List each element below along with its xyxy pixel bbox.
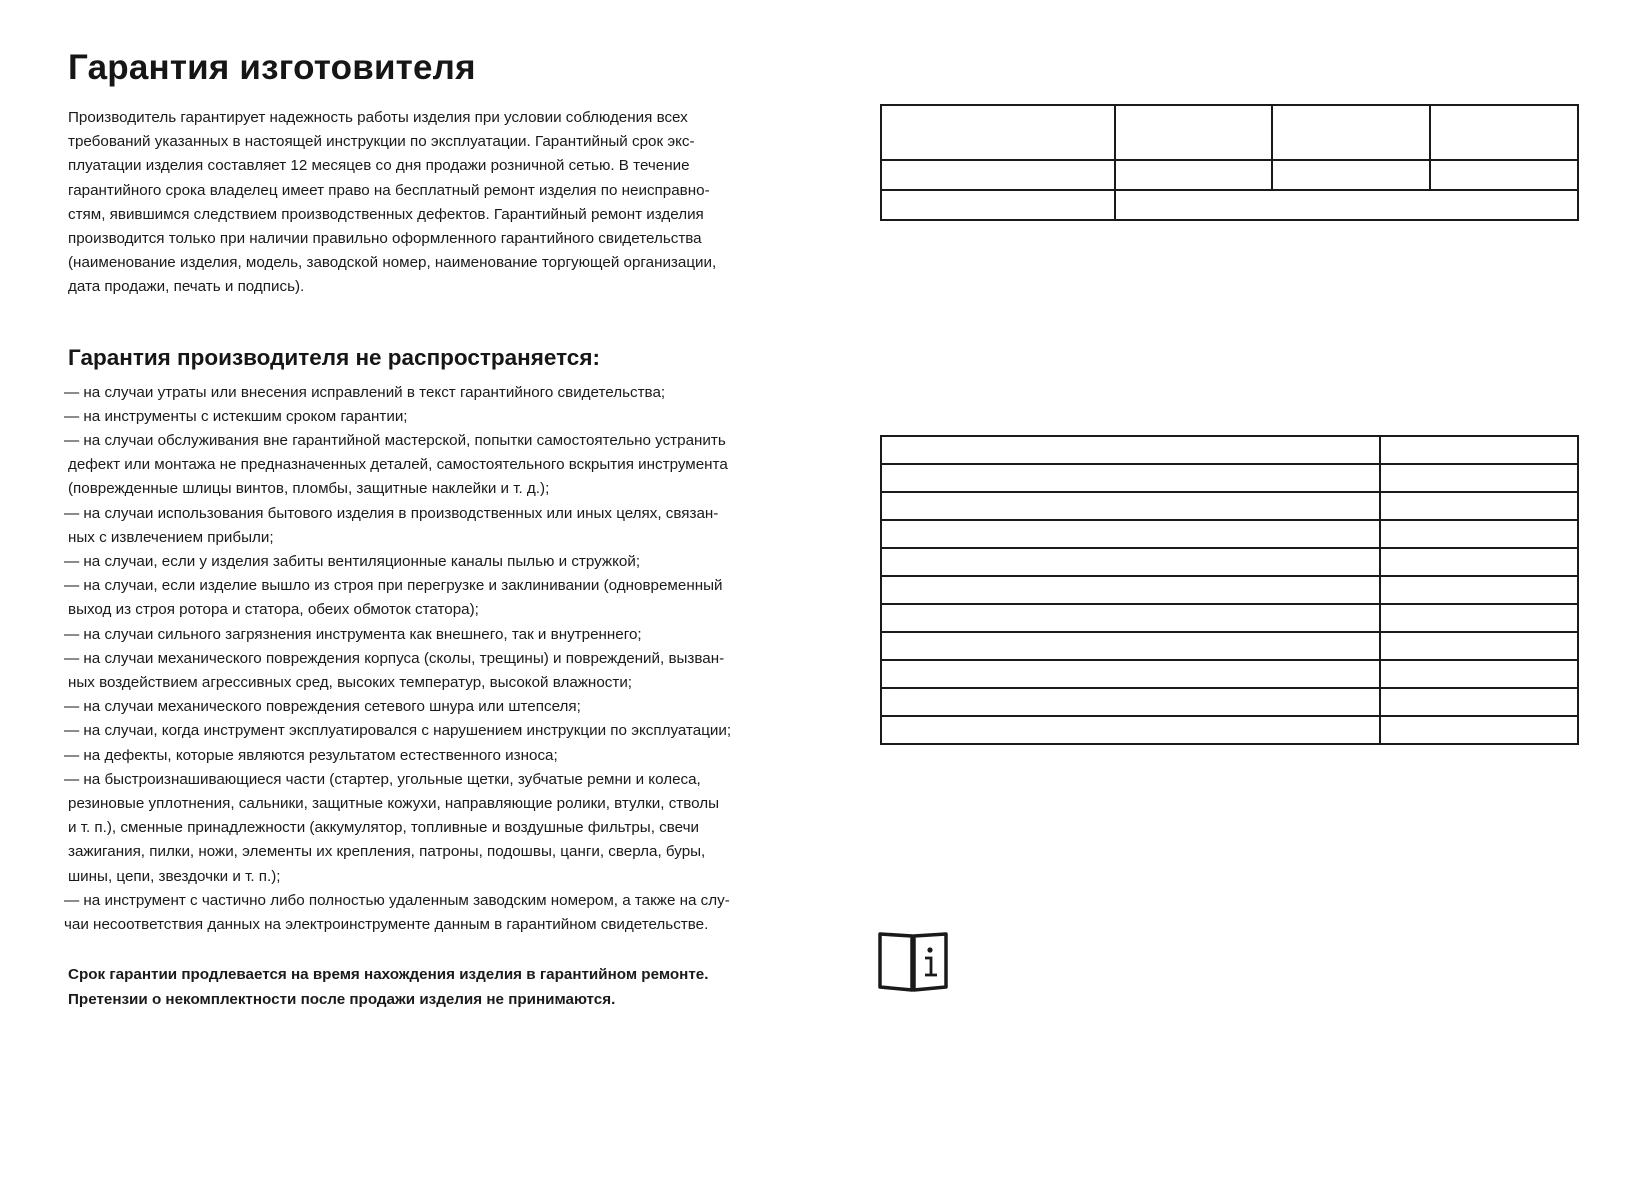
table-cell <box>1380 716 1578 744</box>
table-row <box>881 548 1578 576</box>
table-cell <box>881 548 1380 576</box>
table-cell <box>1380 660 1578 688</box>
exclusion-line: — на случаи механического повреждения корпуса (сколы, трещины) и повреждений, вызван- <box>64 649 725 667</box>
intro-paragraph <box>68 106 768 300</box>
table-cell <box>1380 632 1578 660</box>
table-cell <box>1272 105 1430 160</box>
table-cell <box>881 632 1380 660</box>
product-info-table <box>880 104 1579 221</box>
table-cell <box>1430 160 1578 190</box>
table-row <box>881 632 1578 660</box>
table-row <box>881 660 1578 688</box>
exclusion-line: — на случаи, если у изделия забиты вентиляционные каналы пылью и стружкой; <box>64 553 641 571</box>
exclusion-line: — на случаи утраты или внесения исправлений в текст гарантийного свидетельства; <box>64 383 666 401</box>
page-title: Гарантия изготовителя <box>68 48 476 87</box>
exclusion-line: выход из строя ротора и статора, обеих обмоток статора); <box>68 601 479 619</box>
table-cell <box>1115 105 1272 160</box>
exclusion-line: — на инструмент с частично либо полностью удаленным заводским номером, а также на слу- <box>64 891 730 909</box>
exclusion-line: и т. п.), сменные принадлежности (аккумулятор, топливные и воздушные фильтры, свечи <box>68 819 699 837</box>
note-line: Срок гарантии продлевается на время нахождения изделия в гарантийном ремонте. <box>68 966 709 984</box>
table-cell <box>881 604 1380 632</box>
table-cell <box>1430 105 1578 160</box>
table-cell <box>881 576 1380 604</box>
table-cell <box>881 436 1380 464</box>
table-cell <box>1380 436 1578 464</box>
exclusion-line: — на инструменты с истекшим сроком гарантии; <box>64 407 408 425</box>
open-book-info-icon <box>878 931 948 993</box>
note-line: Претензии о некомплектности после продажи изделия не принимаются. <box>68 990 616 1008</box>
table-cell <box>881 520 1380 548</box>
table-row <box>881 604 1578 632</box>
exclusion-line: — на случаи использования бытового изделия в производственных или иных целях, связан- <box>64 504 719 522</box>
table-cell <box>1380 576 1578 604</box>
exclusion-line: дефект или монтажа не предназначенных деталей, самостоятельного вскрытия инструмента <box>68 456 728 474</box>
table-cell <box>1380 520 1578 548</box>
table-row <box>881 688 1578 716</box>
service-record-table <box>880 435 1579 745</box>
exclusion-line: ных воздействием агрессивных сред, высоких температур, высокой влажности; <box>68 674 633 692</box>
table-row <box>881 576 1578 604</box>
exclusion-line: резиновые уплотнения, сальники, защитные кожухи, направляющие ролики, втулки, стволы <box>68 795 720 813</box>
intro-line: дата продажи, печать и подпись). <box>68 278 305 296</box>
table-cell <box>1380 548 1578 576</box>
table-cell <box>881 660 1380 688</box>
table-cell <box>1380 464 1578 492</box>
table-cell <box>1115 160 1272 190</box>
table-cell <box>1115 190 1578 220</box>
intro-line: плуатации изделия составляет 12 месяцев со дня продажи розничной сетью. В течение <box>68 157 690 175</box>
exclusion-line: (поврежденные шлицы винтов, пломбы, защитные наклейки и т. д.); <box>68 480 550 498</box>
table-cell <box>1272 160 1430 190</box>
table-cell <box>881 716 1380 744</box>
intro-line: требований указанных в настоящей инструкции по эксплуатации. Гарантийный срок экс- <box>68 133 695 151</box>
exclusion-line: — на дефекты, которые являются результатом естественного износа; <box>64 746 558 764</box>
table-row <box>881 436 1578 464</box>
intro-line: стям, явившимся следствием производственных дефектов. Гарантийный ремонт изделия <box>68 205 704 223</box>
table-row <box>881 105 1578 160</box>
table-cell <box>1380 688 1578 716</box>
intro-line: (наименование изделия, модель, заводской номер, наименование торгующей организации, <box>68 254 717 272</box>
table-cell <box>1380 604 1578 632</box>
table-cell <box>881 190 1115 220</box>
table-cell <box>881 160 1115 190</box>
warranty-note <box>68 963 768 1011</box>
exclusion-line: — на случаи сильного загрязнения инструмента как внешнего, так и внутреннего; <box>64 625 642 643</box>
table-row <box>881 716 1578 744</box>
exclusion-line: — на случаи, когда инструмент эксплуатировался с нарушением инструкции по эксплуатации; <box>64 722 732 740</box>
exclusion-line: — на случаи механического повреждения сетевого шнура или штепселя; <box>64 698 581 716</box>
intro-line: производится только при наличии правильно оформленного гарантийного свидетельства <box>68 230 702 248</box>
exclusion-line: зажигания, пилки, ножи, элементы их крепления, патроны, подошвы, цанги, сверла, буры, <box>68 843 706 861</box>
exclusion-line: — на случаи обслуживания вне гарантийной мастерской, попытки самостоятельно устранить <box>64 432 726 450</box>
table-cell <box>1380 492 1578 520</box>
warranty-text-column <box>64 48 768 1012</box>
table-row <box>881 190 1578 220</box>
table-cell <box>881 492 1380 520</box>
exclusion-line: чаи несоответствия данных на электроинструменте данным в гарантийном свидетельстве. <box>64 916 709 934</box>
exclusion-line: ных с извлечением прибыли; <box>68 528 274 546</box>
table-row <box>881 520 1578 548</box>
table-row <box>881 464 1578 492</box>
exclusion-line: — на быстроизнашивающиеся части (стартер, угольные щетки, зубчатые ремни и колеса, <box>64 770 701 788</box>
table-cell <box>881 105 1115 160</box>
table-cell <box>881 688 1380 716</box>
exclusion-line: — на случаи, если изделие вышло из строя при перегрузке и заклинивании (одновременный <box>64 577 723 595</box>
intro-line: Производитель гарантирует надежность работы изделия при условии соблюдения всех <box>68 109 688 126</box>
table-cell <box>881 464 1380 492</box>
exclusion-line: шины, цепи, звездочки и т. п.); <box>68 867 281 885</box>
table-row <box>881 492 1578 520</box>
intro-line: гарантийного срока владелец имеет право на бесплатный ремонт изделия по неисправно- <box>68 181 710 199</box>
exclusions-list <box>64 381 768 938</box>
exclusions-heading: Гарантия производителя не распространяется: <box>68 344 600 370</box>
table-row <box>881 160 1578 190</box>
